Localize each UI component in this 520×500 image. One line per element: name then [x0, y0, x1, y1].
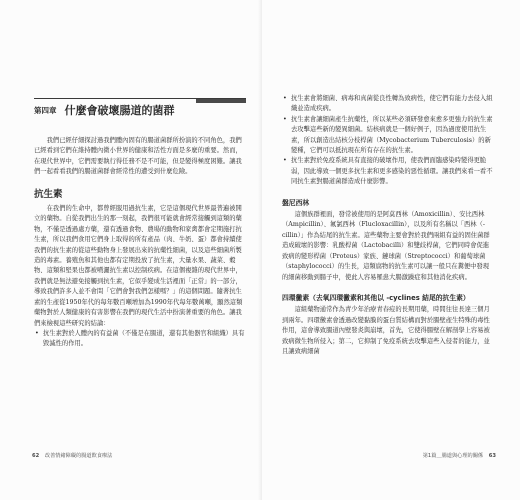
heading-penicillin: 盤尼西林	[282, 198, 310, 207]
left-footer	[28, 452, 112, 459]
right-running-title: 第1篇＿腸道與心理的關係	[422, 453, 484, 459]
right-bullet-3: • 抗生素對於免疫系統具有直接的破壞作用，使我們面臨感染時變得更脆弱，因此導致一個更多抗生素和更多感染的惡性循環。讓我們來看一看不同抗生素對腸道菌群造成什麼影響。	[282, 156, 494, 187]
right-footer	[423, 452, 500, 459]
left-page-number: 62	[32, 453, 40, 459]
left-bullet-1: • 抗生素對於人體內的有益菌（不僅是在腸道，還有其他器官和組織）具有毀滅性的作用。	[34, 329, 246, 350]
left-column	[34, 136, 246, 350]
right-page	[262, 0, 520, 500]
left-bullet-list	[34, 329, 246, 350]
chapter-rule-bar	[196, 99, 246, 103]
chapter-heading	[34, 98, 246, 119]
right-column	[282, 94, 494, 357]
right-page-number: 63	[488, 453, 496, 459]
right-bullet-1: • 抗生素會將細菌、病毒和真菌從良性轉為致病性，使它們有能力去侵入組織並造成疾病。	[282, 94, 494, 115]
right-bullet-list	[282, 94, 494, 188]
intro-paragraph: 我們已經仔細探討過我們體內固有的腸道菌群所扮演的不同角色，我們已經看到它們在維持體內微小世界的健康和活性方面是多麼的重要。然而，在現代世界中，它們需要執行得任務不是不可能，但是變得極度困難。讓我們一起看看我們的腸道菌群會經常性的遭受到什麼危險。	[34, 137, 242, 176]
left-running-title: 改善情緒障礙的腸道飲食療法	[44, 453, 113, 459]
heading-tetracycline: 四環黴素（去氧四環黴素和其他以 -cyclines 結尾的抗生素）	[282, 293, 470, 302]
chapter-label: 第四章	[34, 106, 57, 115]
chapter-title: 什麼會破壞腸道的菌群	[64, 104, 175, 117]
antibiotics-paragraph: 在我們的生命中，都曾經服用過抗生素，它是這個現代世界最普遍被開立的藥物。自從我們出生的那一刻起，我們很可能就會經常接觸到這類的藥物，不僅是透過處方藥，還有透過食物、農場的動物和家禽都會定期施打抗生素，所以我們食用它們身上取得的所有產品（肉、牛奶、蛋）都會持續使我們的抗生素的從這些動物身上發展出來的抗藥性細菌，以及這些細菌所製造的毒素。養殖魚和其他也都有定期投放了抗生素，大量水果、蔬菜、穀物、這類和堅果也都被噴灑抗生素以控制疾病。在這個複雜的現代世界中，我們就是無法避免接觸到抗生素，它似乎變成生活裡面「正常」的一部分，導致我們許多人並不會問「它們會對我們怎樣嗎？」的這個問題。隨著抗生素的生產從1950年代的每年數百噸增加為1990年代每年數萬噸，顯然這類藥物對於人類健康的有害影響在我們的現代生活中扮演著重要的角色。讓我們來檢視這些研究的結論：	[34, 205, 243, 327]
tetracycline-paragraph: 這組藥物通常作為青少年治療青春痘的長期用藥，時間往往長達三個月到兩年。四環黴素會透過改變黏膜的蛋白質結構而對於腸壁產生特殊的毒性作用，這會導致腸道內壁發炎與崩壞，首先，它使得腸壁在解剖學上容易被致病微生物所侵入；第二，它抑制了免疫系統去攻擊這些入侵者的能力，並且讓致病細菌	[282, 306, 490, 355]
section-title-antibiotics: 抗生素	[34, 188, 63, 200]
penicillin-paragraph: 這個族群裡面，發常被使用的是阿莫西林（Amoxicillin）、安比西林（Ampicillin）、氟氯西林（Flucloxacillin），以及所有名稱以「西林（-cillin）」作為結尾的抗生素。這些藥物主要會對於我們兩組有益的固住菌群造成破壞的影響：乳酸桿菌（Lactobacilli）和雙歧桿菌，它們同時會促進致病的變形桿菌（Proteus）家族、鏈球菌（Streptococci）和葡萄球菌（staphylococci）的生長，這類腐物的抗生素可以讓一般只在糞便中發現的細菌移動到腸子中，使此人容易罹患大腸激躁症和其他消化疾病。	[282, 211, 490, 281]
right-bullet-2: • 抗生素會讓細菌產生抗藥性，所以某些必須研發愈來愈多更強力的抗生素去攻擊這些新的變異細菌。結核病就是一個好例子，因為過度使用抗生素，所以創造出結核分枝桿菌（Mycobacterium Tuberculosis）的新變種，它們可以抵抗現在所有存在的抗生素。	[282, 115, 494, 157]
